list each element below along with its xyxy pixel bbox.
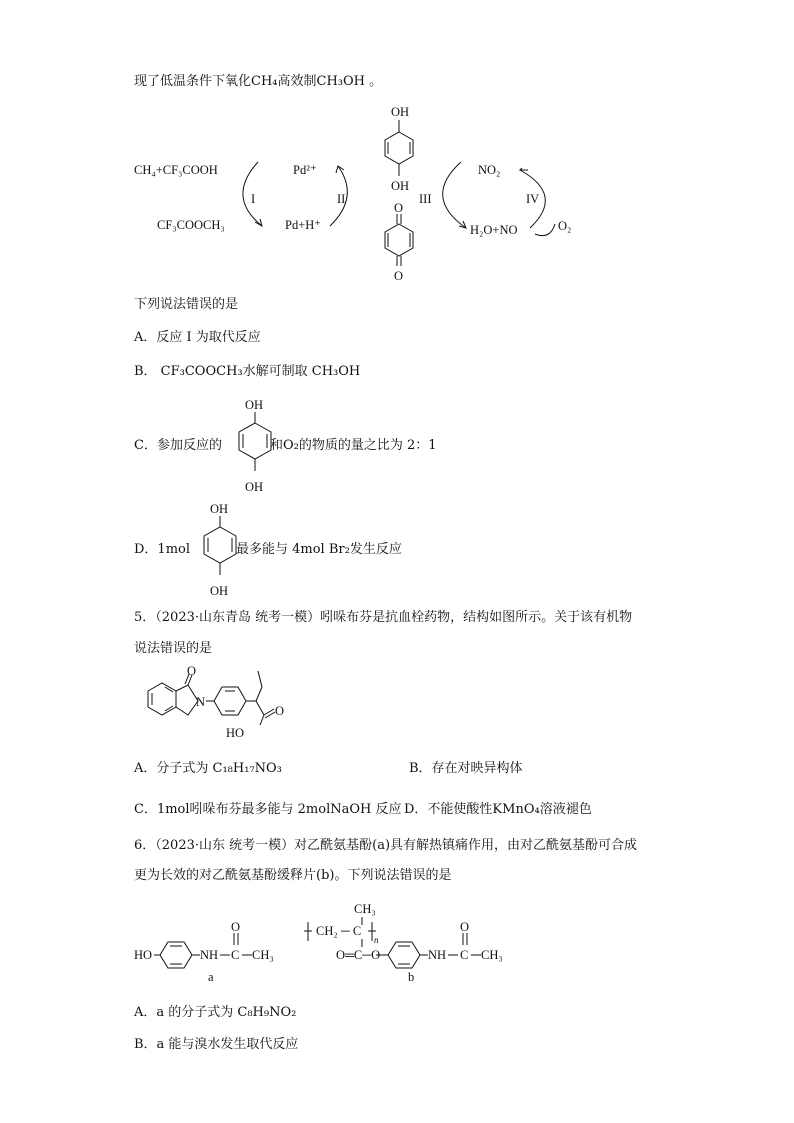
q5-option-a: A．分子式为 C₁₈H₁₇NO₃ — [134, 761, 282, 776]
svg-text:OH: OH — [245, 398, 264, 412]
catalytic-cycle-diagram — [0, 100, 794, 290]
a-ho: HO — [134, 948, 153, 962]
bq-top-o: O — [394, 201, 404, 215]
b-o: O — [460, 920, 470, 934]
q5-stem-line2: 说法错误的是 — [134, 641, 213, 656]
indobufen-ho: HO — [226, 726, 245, 740]
b-c: C — [460, 948, 469, 962]
b-label: b — [408, 970, 415, 984]
cycle-step-2: II — [337, 192, 346, 206]
cycle-reactant: CH₄+CF₃COOH — [134, 163, 218, 177]
hq-ring — [385, 132, 413, 164]
cycle-pdh: Pd+H⁺ — [285, 218, 321, 232]
q5-option-d: D．不能使酸性KMnO₄溶液褪色 — [404, 802, 592, 817]
q4-option-c-prefix: C．参加反应的 — [134, 438, 222, 453]
bq-bottom-o: O — [394, 269, 404, 283]
cycle-o2: O₂ — [558, 219, 572, 233]
a-c: C — [231, 948, 240, 962]
b-ester: O═C─O — [336, 948, 381, 962]
structures-a-b — [130, 895, 690, 995]
a-nh: NH — [200, 948, 219, 962]
q6-stem-line1: 6．（2023·山东 统考一模）对乙酰氨基酚(a)具有解热镇痛作用，由对乙酰氨基酚可合成 — [134, 838, 638, 853]
indobufen-o: O — [187, 665, 197, 678]
q4-option-d-prefix: D．1mol — [134, 542, 191, 557]
svg-text:OH: OH — [210, 502, 229, 516]
a-o: O — [231, 920, 241, 934]
a-label: a — [208, 970, 214, 984]
cycle-h2o-no: H₂O+NO — [470, 223, 518, 237]
q6-option-a: A．a 的分子式为 C₈H₉NO₂ — [134, 1005, 297, 1020]
o2-curl — [535, 224, 555, 236]
q4-option-b: B． CF₃COOCH₃水解可制取 CH₃OH — [134, 364, 361, 379]
q5-option-b: B．存在对映异构体 — [409, 761, 523, 776]
arc-step-3 — [443, 162, 466, 228]
hq-bottom-oh: OH — [391, 179, 410, 193]
hq-top-oh: OH — [391, 105, 410, 119]
b-n: n — [374, 935, 379, 945]
intro-line: 现了低温条件下氧化CH₄高效制CH₃OH 。 — [134, 74, 383, 89]
b-ch3-top: CH₃ — [354, 902, 376, 916]
indobufen-structure — [134, 665, 294, 745]
bq-ring — [385, 224, 413, 256]
b-ch3: CH₃ — [481, 948, 503, 962]
svg-text:OH: OH — [245, 480, 264, 494]
cycle-step-4: IV — [526, 192, 540, 206]
a-ch3: CH₃ — [252, 948, 274, 962]
cycle-product: CF₃COOCH₃ — [157, 218, 225, 232]
q4-option-c-suffix: 和O₂的物质的量之比为 2：1 — [270, 438, 437, 453]
cycle-step-3: III — [419, 192, 432, 206]
indobufen-o2: O — [275, 704, 285, 718]
q5-option-c: C．1mol吲哚布芬最多能与 2molNaOH 反应 — [134, 802, 402, 817]
indobufen-n: N — [196, 695, 206, 709]
cycle-pd2: Pd²⁺ — [293, 163, 317, 177]
q4-prompt: 下列说法错误的是 — [134, 297, 239, 312]
q5-stem-line1: 5．（2023·山东青岛 统考一模）吲哚布芬是抗血栓药物，结构如图所示。关于该有机物 — [134, 610, 633, 625]
q6-stem-line2: 更为长效的对乙酰氨基酚缓释片(b)。下列说法错误的是 — [134, 868, 452, 883]
arrow-head-4 — [520, 168, 528, 170]
q6-option-b: B．a 能与溴水发生取代反应 — [134, 1037, 299, 1052]
b-chain: CH₂ ─ C — [316, 924, 362, 938]
q4-option-d-suffix: 最多能与 4mol Br₂发生反应 — [236, 542, 402, 557]
q4-option-a: A．反应 I 为取代反应 — [134, 330, 261, 345]
b-nh: NH — [428, 948, 447, 962]
svg-text:OH: OH — [210, 584, 229, 598]
cycle-no2: NO₂ — [478, 163, 501, 177]
cycle-step-1: I — [251, 192, 256, 206]
